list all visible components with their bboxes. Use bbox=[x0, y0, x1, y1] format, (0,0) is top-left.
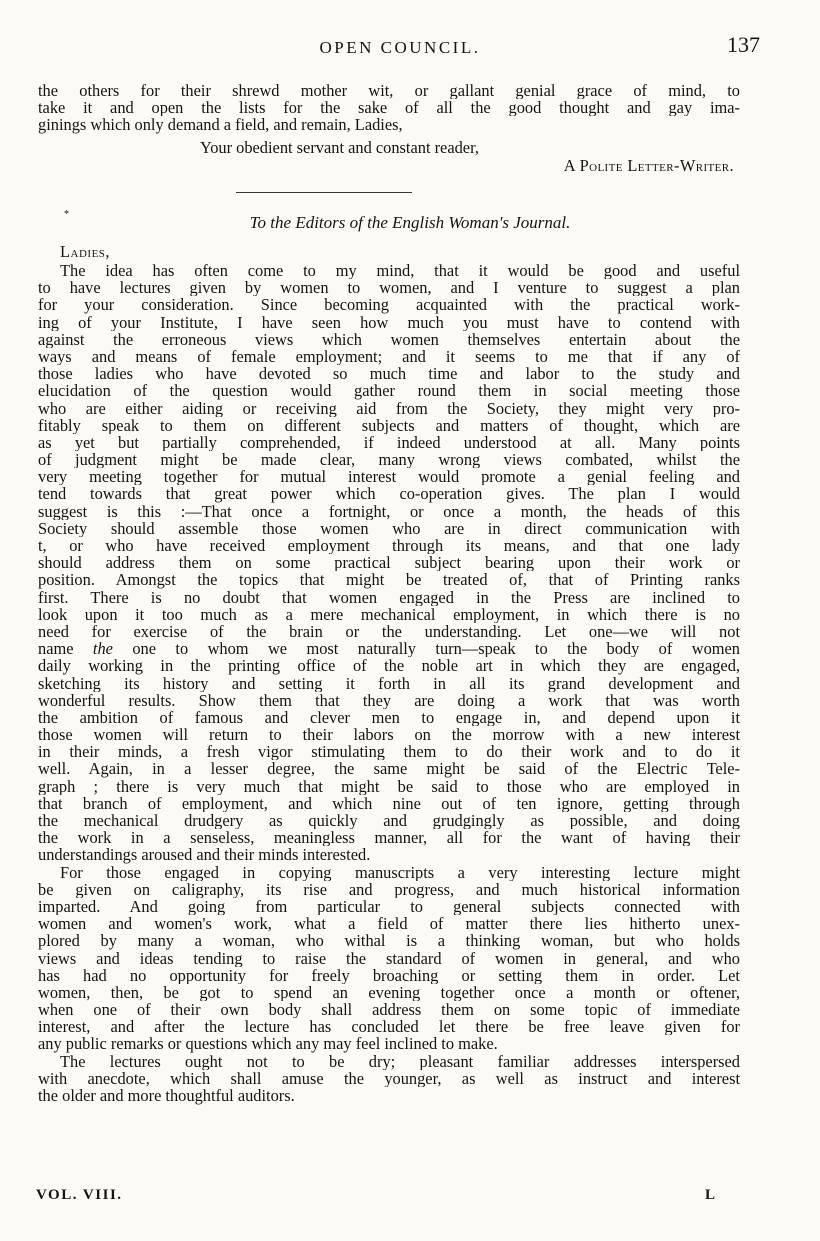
text-line: be given on caligraphy, its rise and progress, and much historical information bbox=[38, 880, 740, 898]
italic-word: the bbox=[92, 640, 113, 658]
text-line: suggest is this :—That once a fortnight, or once a month, the heads of this bbox=[38, 502, 740, 520]
text-line: For those engaged in copying manuscripts a very interesting lecture might bbox=[60, 863, 740, 881]
text-line: wonderful results. Show them that they are doing a work that was worth bbox=[38, 691, 740, 709]
text-line: look upon it too much as a mere mechanical employment, in which there is no bbox=[38, 605, 740, 623]
section-divider bbox=[236, 192, 412, 193]
salutation: Ladies, bbox=[60, 242, 110, 261]
text-line: take it and open the lists for the sake of all the good thought and gay ima- bbox=[38, 99, 740, 117]
text-line: the others for their shrewd mother wit, or gallant genial grace of mind, to bbox=[38, 82, 740, 100]
text-line: daily working in the printing office of the noble art in which they are engaged, bbox=[38, 657, 740, 675]
text-line: tend towards that great power which co-operation gives. The plan I would bbox=[38, 485, 740, 503]
text-line: fitably speak to them on different subjects and matters of thought, which are bbox=[38, 416, 740, 434]
text-line: to have lectures given by women to women, and I venture to suggest a plan bbox=[38, 279, 740, 297]
text-line: those women will return to their labors on the morrow with a new interest bbox=[38, 726, 740, 744]
text-line: when one of their own body shall address them on some topic of immediate bbox=[38, 1001, 740, 1019]
closing-line: Your obedient servant and constant reader, bbox=[200, 138, 479, 157]
text-line: imparted. And going from particular to general subjects connected with bbox=[38, 897, 740, 916]
page-header bbox=[40, 32, 760, 62]
text-line: the older and more thoughtful auditors. bbox=[38, 1086, 295, 1106]
text-line: as yet but partially comprehended, if indeed understood at all. Many points bbox=[38, 433, 740, 452]
text-line: t, or who have received employment through its means, and that one lady bbox=[38, 537, 740, 555]
text-line: should address them on some practical subject bearing upon their work or bbox=[38, 554, 740, 572]
text-line: well. Again, in a lesser degree, the same might be said of the Electric Tele- bbox=[38, 760, 740, 778]
text-line: sketching its history and setting it forth in all its grand development and bbox=[38, 674, 740, 692]
text-line: understandings aroused and their minds interested. bbox=[38, 845, 371, 865]
text-fragment: name bbox=[38, 640, 93, 658]
running-title: OPEN COUNCIL. bbox=[319, 38, 481, 57]
text-line: in their minds, a fresh vigor stimulating them to do their work and to do it bbox=[38, 743, 740, 761]
text-line: The lectures ought not to be dry; pleasant familiar addresses interspersed bbox=[60, 1052, 740, 1070]
text-line: elucidation of the question would gather round them in social meeting those bbox=[38, 382, 740, 400]
text-line: has had no opportunity for freely broaching or setting them in order. Let bbox=[38, 966, 740, 984]
text-line: graph ; there is very much that might be said to those who are employed in bbox=[38, 777, 740, 795]
text-line: The idea has often come to my mind, that it would be good and useful bbox=[60, 262, 740, 280]
text-line: that branch of employment, and which nine out of ten ignore, getting through bbox=[38, 794, 740, 812]
text-line: position. Amongst the topics that might be treated of, that of Printing ranks bbox=[38, 571, 740, 589]
text-line: who are either aiding or receiving aid from the Society, they might very pro- bbox=[38, 399, 740, 417]
text-line: with anecdote, which shall amuse the younger, as well as instruct and interest bbox=[38, 1069, 740, 1088]
text-line: Society should assemble those women who are in direct communication with bbox=[38, 519, 740, 537]
text-line: those ladies who have devoted so much time and labor to the study and bbox=[38, 365, 740, 383]
volume-label: VOL. VIII. bbox=[36, 1187, 123, 1203]
text-fragment: one to whom we most naturally turn—speak to the body of women bbox=[112, 640, 740, 658]
signature: A Polite Letter-Writer. bbox=[563, 156, 734, 175]
text-line: interest, and after the lecture has concluded let there be free leave given for bbox=[38, 1018, 740, 1036]
text-line: against the erroneous views which women themselves entertain about the bbox=[38, 330, 740, 348]
ornament-mark: * bbox=[64, 209, 69, 220]
text-line: views and ideas tending to raise the standard of women in general, and who bbox=[38, 949, 740, 967]
text-line: ways and means of female employment; and it seems to me that if any of bbox=[38, 347, 740, 366]
text-line: any public remarks or questions which any may feel inclined to make. bbox=[38, 1034, 498, 1054]
text-line: the work in a senseless, meaningless manner, all for the want of having their bbox=[38, 829, 740, 847]
letter-address: To the Editors of the English Woman's Journal. bbox=[249, 213, 571, 232]
signature-mark: L bbox=[704, 1187, 715, 1203]
text-line: for your consideration. Since becoming acquainted with the practical work- bbox=[38, 296, 740, 314]
text-line: ginings which only demand a field, and remain, Ladies, bbox=[38, 115, 403, 135]
page-number: 137 bbox=[727, 32, 760, 57]
text-line: women, then, be got to spend an evening together once a month or oftener, bbox=[38, 983, 740, 1002]
text-line: the mechanical drudgery as quickly and grudgingly as possible, and doing bbox=[38, 812, 740, 830]
text-line: women and women's work, what a field of matter there lies hitherto unex- bbox=[38, 915, 740, 933]
text-line: of judgment might be made clear, many wrong views combated, whilst the bbox=[38, 451, 740, 469]
text-line: need for exercise of the brain or the understanding. Let one—we will not bbox=[38, 622, 740, 641]
text-line-with-italic bbox=[38, 640, 740, 657]
text-line: ing of your Institute, I have seen how much you must have to contend with bbox=[38, 313, 740, 331]
text-line: the ambition of famous and clever men to engage in, and depend upon it bbox=[38, 708, 740, 727]
previous-letter-text bbox=[38, 82, 740, 134]
text-line: first. There is no doubt that women engaged in the Press are inclined to bbox=[38, 588, 740, 606]
text-line: very meeting together for mutual interest would promote a genial feeling and bbox=[38, 468, 740, 486]
letter-body bbox=[38, 262, 740, 1104]
text-line: plored by many a woman, who withal is a thinking woman, but who holds bbox=[38, 932, 740, 950]
